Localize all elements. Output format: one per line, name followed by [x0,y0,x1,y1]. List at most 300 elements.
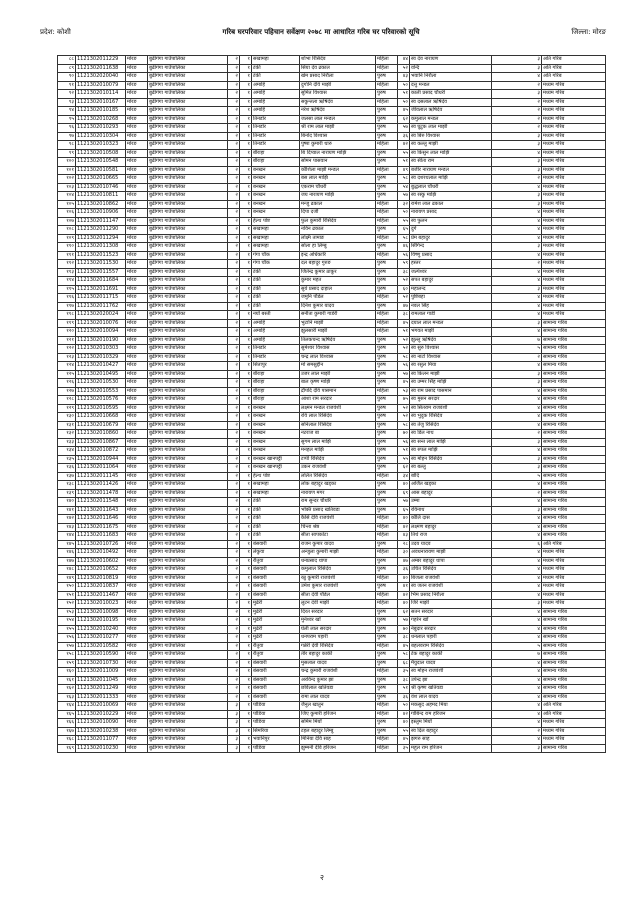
table-cell: स्व सीता राम [410,158,492,167]
table-row [58,702,606,711]
table-cell: अति गरिब [542,702,606,711]
table-cell: २ [228,319,240,328]
table-cell: १ [240,200,252,209]
table-cell: बुढीगंगा गाउँपालिका [148,260,228,269]
table-cell: मोरङ [126,200,148,209]
table-cell: बुढीगंगा गाउँपालिका [148,217,228,226]
table-cell: 1121302010602 [76,557,126,566]
table-cell: १ [240,217,252,226]
table-cell: सोला हा लिम्बु [300,243,376,252]
table-cell: १ [240,719,252,728]
table-cell: ११७ [58,302,76,311]
table-cell: मोरङ [126,260,148,269]
table-cell: २ [228,209,240,218]
table-cell: १ [240,472,252,481]
table-cell: २ [228,81,240,90]
table-cell: २ [228,285,240,294]
table-cell: बंसवारी [252,659,300,668]
table-cell: ५७ [398,370,410,379]
table-cell: बुद्धलाल चौधरी [410,183,492,192]
table-cell: 1121302020040 [76,73,126,82]
table-cell: पुरुष [376,260,398,269]
table-cell: ४ [492,328,542,337]
table-cell: पुरुष [376,175,398,184]
table-cell: मोरङ [126,464,148,473]
table-cell: अवधनारायण माझी [410,549,492,558]
table-cell: 1121302010195 [76,617,126,626]
table-cell: बुढीगंगा गाउँपालिका [148,81,228,90]
table-cell: १ [240,260,252,269]
table-cell: ५० [398,98,410,107]
table-cell: ११० [58,243,76,252]
table-cell: मोरङ [126,515,148,524]
table-cell: तीर बहादुर कार्की [300,651,376,660]
table-cell: 1121302011548 [76,498,126,507]
table-cell: बुढीगंगा गाउँपालिका [148,404,228,413]
table-cell: अर्जित खड्का [410,481,492,490]
table-cell: मोरङ [126,736,148,745]
table-cell: बुढीगंगा गाउँपालिका [148,285,228,294]
table-cell: कैसि देवि राजवंशी [300,515,376,524]
table-row [58,634,606,643]
table-cell: मोरङ [126,608,148,617]
table-cell: ३५ [398,668,410,677]
table-row [58,413,606,422]
table-cell: 1121302010862 [76,200,126,209]
table-cell: 1121302011333 [76,693,126,702]
table-cell: २ [492,430,542,439]
table-row [58,251,606,260]
table-row [58,319,606,328]
table-cell: १ [240,506,252,515]
table-cell: सुमेश्वर विश्वास [300,345,376,354]
table-cell: मोरङ [126,574,148,583]
table-cell: २ [228,413,240,422]
table-cell: सामान्य गरिब [542,651,606,660]
table-cell: 1121302011249 [76,685,126,694]
table-cell: मध्यम गरिब [542,302,606,311]
table-cell: छविलाल खतिवडा [300,685,376,694]
table-cell: मध्यम गरिब [542,719,606,728]
table-cell: २ [228,464,240,473]
table-cell: १२९ [58,404,76,413]
table-cell: मोरङ [126,566,148,575]
table-cell: सामान्य गरिब [542,523,606,532]
table-cell: १ [240,481,252,490]
table-row [58,719,606,728]
table-row [58,617,606,626]
table-row [58,506,606,515]
table-cell: बुढीगंगा गाउँपालिका [148,566,228,575]
table-cell: 1121302010906 [76,209,126,218]
table-cell: १३० [58,413,76,422]
table-cell: ४० [398,481,410,490]
table-row [58,370,606,379]
table-cell: तिनडोर [252,353,300,362]
table-cell: १ [240,268,252,277]
table-cell: 1121302010238 [76,727,126,736]
table-cell: ४ [492,268,542,277]
table-cell: ९८ [58,141,76,150]
table-cell: ४२ [398,591,410,600]
table-cell: बनखन खानपट्टी [252,455,300,464]
table-cell: २ [228,251,240,260]
table-cell: सुमित विश्वास [300,90,376,99]
table-cell: अति गरिब [542,710,606,719]
table-cell: बुढीगंगा गाउँपालिका [148,209,228,218]
table-cell: जलसा लाल मन्डल [300,115,376,124]
table-cell: ५१ [398,90,410,99]
table-cell: लक्ष्मण बहादुर [410,523,492,532]
table-cell: टंकी [252,73,300,82]
table-cell: जिरे माझी [410,600,492,609]
table-cell: मोरङ [126,56,148,65]
table-row [58,549,606,558]
table-cell: जल्पेश्वर [410,268,492,277]
table-row [58,566,606,575]
table-cell: पुरुष [376,540,398,549]
table-cell: पुरुष [376,336,398,345]
table-cell: बौराहा [252,158,300,167]
table-cell: ३ [492,166,542,175]
table-cell: २ [228,353,240,362]
table-cell: मोरङ [126,523,148,532]
table-cell: ३५ [398,744,410,753]
table-cell: दल बहादुर गुरुङ [300,260,376,269]
table-row [58,302,606,311]
table-cell: २ [228,336,240,345]
table-cell: २ [228,124,240,133]
table-cell: २ [492,124,542,133]
table-row [58,387,606,396]
table-cell: सामान्य गरिब [542,659,606,668]
table-cell: नटराज बा [300,430,376,439]
table-cell: मुढेरी [252,608,300,617]
table-cell: पुरुष [376,370,398,379]
table-cell: पुरुष [376,132,398,141]
table-cell: बौराहा [252,396,300,405]
table-cell: मोरङ [126,676,148,685]
table-cell: २ [228,183,240,192]
table-cell: 1121302011684 [76,277,126,286]
table-cell: बुढीगंगा गाउँपालिका [148,98,228,107]
table-cell: बुढीगंगा गाउँपालिका [148,107,228,116]
table-cell: २ [228,668,240,677]
table-cell: मोरङ [126,506,148,515]
table-cell: मोरङ [126,481,148,490]
table-cell: मोरङ [126,421,148,430]
table-cell: २ [228,515,240,524]
table-cell: ११८ [58,311,76,320]
table-cell: सामान्य गरिब [542,744,606,753]
table-row [58,591,606,600]
table-cell: बुढीगंगा गाउँपालिका [148,455,228,464]
table-cell: १ [240,192,252,201]
table-cell: 1121302010094 [76,328,126,337]
table-cell: अमाहि [252,319,300,328]
table-cell: १४३ [58,523,76,532]
table-cell: पोडिया [252,710,300,719]
table-cell: ४ [492,659,542,668]
table-cell: फुल कुमारी रिसिदेव [300,217,376,226]
page-number: २ [319,873,325,882]
table-cell: नवल सिंह [410,302,492,311]
table-row [58,141,606,150]
table-cell: ५० [398,81,410,90]
province-label: प्रदेश: कोशी [40,27,71,36]
table-cell: तिनडोर [252,124,300,133]
table-cell: स्व सितराम राजवंशी [410,404,492,413]
table-cell: पुरुष [376,379,398,388]
table-cell: प्रेम बहादुर [410,234,492,243]
table-cell: ४ [492,183,542,192]
table-cell: मोरङ [126,591,148,600]
table-cell: ४ [492,251,542,260]
table-cell: ४ [492,311,542,320]
table-cell: १५६ [58,634,76,643]
table-cell: पोडिया [252,719,300,728]
table-cell: नेबुदार सरदार [410,625,492,634]
table-cell: नयाँ बस्ती [252,311,300,320]
table-cell: मोरङ [126,668,148,677]
table-cell: जय नारायण माझि [300,192,376,201]
table-cell: १४२ [58,515,76,524]
table-cell: मुढेरी [252,617,300,626]
table-cell: ३ [492,192,542,201]
table-cell: मुनेश्वर खाँ [300,617,376,626]
table-cell: १०१ [58,166,76,175]
table-cell: गोबिन्द राम हरिजन [410,710,492,719]
table-cell: अमाहि [252,328,300,337]
table-cell: पुरुष [376,498,398,507]
table-cell: ५१ [398,158,410,167]
table-cell: ९२ [58,90,76,99]
table-cell: १ [240,362,252,371]
table-cell: मध्यम गरिब [542,566,606,575]
table-cell: ५१ [398,328,410,337]
table-cell: बुढीगंगा गाउँपालिका [148,515,228,524]
table-cell: ५२ [398,64,410,73]
table-cell: १६६ [58,719,76,728]
table-cell: 1121302010114 [76,90,126,99]
table-cell: उपेन्द्र झा [410,676,492,685]
table-cell: 1121302010090 [76,719,126,728]
table-cell: 1121302010230 [76,744,126,753]
table-cell: महिला [376,591,398,600]
table-cell: २ [228,149,240,158]
table-cell: मध्यम गरिब [542,158,606,167]
table-cell: स्व किसुन लाल माझि [410,149,492,158]
table-cell: १ [240,540,252,549]
table-cell: मोरङ [126,532,148,541]
table-cell: स्व उम्मर सिंह माझि [410,379,492,388]
table-cell: 1121302010427 [76,362,126,371]
table-cell: ६० [398,285,410,294]
table-cell: स्व दशरथलाल माझि [410,175,492,184]
table-cell: 1121302011290 [76,226,126,235]
table-cell: १ [240,115,252,124]
table-cell: ५२ [398,277,410,286]
table-cell: स्व बिरु विश्वास [410,132,492,141]
table-cell: मोरङ [126,209,148,218]
table-cell: बुढीगंगा गाउँपालिका [148,642,228,651]
table-cell: मोरङ [126,404,148,413]
table-cell: पोडिया [252,744,300,753]
table-row [58,56,606,65]
table-cell: पुरुष [376,608,398,617]
table-cell: सामान्य गरिब [542,668,606,677]
table-cell: महिला [376,64,398,73]
table-cell: १ [240,251,252,260]
table-cell: उकन राजवंशी [300,464,376,473]
table-cell: पुरुष [376,277,398,286]
table-cell: महिला [376,523,398,532]
table-cell: बजीर नारायण मन्डल [410,166,492,175]
table-cell: बुढीगंगा गाउँपालिका [148,438,228,447]
table-cell: २ [228,311,240,320]
table-cell: झुल्लु ऋषिदेव [410,336,492,345]
table-cell: ३६ [398,693,410,702]
table-cell: स्व रुपल माझि [410,447,492,456]
table-cell: मध्यम गरिब [542,583,606,592]
table-cell: १ [240,64,252,73]
table-cell: 1121302011294 [76,234,126,243]
table-cell: मध्यम गरिब [542,251,606,260]
table-cell: १ [240,583,252,592]
table-cell: मोरङ [126,540,148,549]
table-cell: ४१ [398,583,410,592]
table-cell: १६१ [58,676,76,685]
table-cell: स्व रस्कु माझि [410,192,492,201]
table-cell: २ [228,73,240,82]
table-cell: बुढीगंगा गाउँपालिका [148,379,228,388]
table-cell: मोरङ [126,64,148,73]
table-cell: मोरङ [126,234,148,243]
table-cell: २ [228,472,240,481]
table-cell: 1121302010229 [76,710,126,719]
table-cell: २ [492,727,542,736]
table-cell: मध्यम गरिब [542,90,606,99]
table-cell: 1121302010076 [76,319,126,328]
table-cell: मोरङ [126,651,148,660]
table-cell: मोरङ [126,702,148,711]
table-cell: बुढीगंगा गाउँपालिका [148,549,228,558]
table-cell: अम्बर बहादुर थापा [410,557,492,566]
table-cell: मध्यम गरिब [542,226,606,235]
table-cell: १३६ [58,464,76,473]
table-cell: गन्नेरी देवी रिसिदेव [300,642,376,651]
table-cell: मध्यम गरिब [542,574,606,583]
table-cell: 1121302010190 [76,336,126,345]
table-cell: सामान्य गरिब [542,676,606,685]
table-cell: ९० [58,73,76,82]
table-cell: 1121302011147 [76,217,126,226]
table-cell: २ [228,64,240,73]
table-cell: बुढीगंगा गाउँपालिका [148,277,228,286]
table-cell: ३ [228,702,240,711]
table-cell: मुसलाल यादव [300,659,376,668]
table-cell: २ [228,158,240,167]
table-cell: १ [240,175,252,184]
table-cell: ७ [492,651,542,660]
table-cell: ११३ [58,268,76,277]
table-cell: काली प्रसाद चौधरी [410,90,492,99]
table-cell: सामान्य गरिब [542,685,606,694]
table-cell: ३ [492,455,542,464]
table-cell: स्व देव नारायण [410,56,492,65]
table-cell: ४ [492,217,542,226]
table-cell: ३ [492,744,542,753]
table-cell: बुढीगंगा गाउँपालिका [148,574,228,583]
table-cell: बुढीगंगा गाउँपालिका [148,124,228,133]
table-cell: बुढीगंगा गाउँपालिका [148,234,228,243]
table-cell: टेक बहादुर कार्की [410,651,492,660]
table-cell: स्व कल्लु माझी [410,141,492,150]
table-cell: ५८ [398,651,410,660]
table-cell: ११६ [58,294,76,303]
table-cell: 1121302020024 [76,311,126,320]
table-cell: ४ [492,523,542,532]
table-row [58,328,606,337]
table-cell: मोरङ [126,642,148,651]
table-cell: १ [240,226,252,235]
table-cell: मोरङ [126,132,148,141]
table-cell: २ [228,166,240,175]
table-cell: स्व दसलाल ऋषिदेव [410,98,492,107]
table-row [58,574,606,583]
table-cell: ५५ [398,217,410,226]
table-cell: ४२ [398,710,410,719]
table-cell: बनखन खानपट्टी [252,464,300,473]
table-row [58,362,606,371]
table-cell: मोरङ [126,396,148,405]
table-cell: टंकी [252,506,300,515]
table-cell: 1121302010268 [76,115,126,124]
table-cell: टंकी [252,64,300,73]
table-row [58,243,606,252]
table-row [58,668,606,677]
table-cell: गंगा चौक [252,260,300,269]
table-cell: बुढीगंगा गाउँपालिका [148,243,228,252]
table-row [58,73,606,82]
table-cell: सामान्य गरिब [542,617,606,626]
table-row [58,438,606,447]
table-cell: ४७ [398,302,410,311]
table-cell: पुरुष [376,557,398,566]
table-cell: टंकी [252,277,300,286]
table-cell: २ [492,489,542,498]
table-cell: २ [492,81,542,90]
table-cell: महिला [376,532,398,541]
table-cell: ४ [492,498,542,507]
table-cell: १ [240,98,252,107]
table-cell: पुरुष [376,693,398,702]
table-cell: १ [240,515,252,524]
table-cell: मुढेरी [252,634,300,643]
table-cell: १६७ [58,727,76,736]
table-cell: सीता सापकोटा [300,532,376,541]
table-cell: ३ [492,132,542,141]
table-cell: पुरुष [376,421,398,430]
table-row [58,277,606,286]
table-row [58,532,606,541]
table-cell: १ [240,277,252,286]
table-row [58,124,606,133]
table-cell: पुरुष [376,90,398,99]
table-cell: ४ [492,608,542,617]
table-cell: उजर लाल माझी [300,370,376,379]
table-cell: १ [240,736,252,745]
